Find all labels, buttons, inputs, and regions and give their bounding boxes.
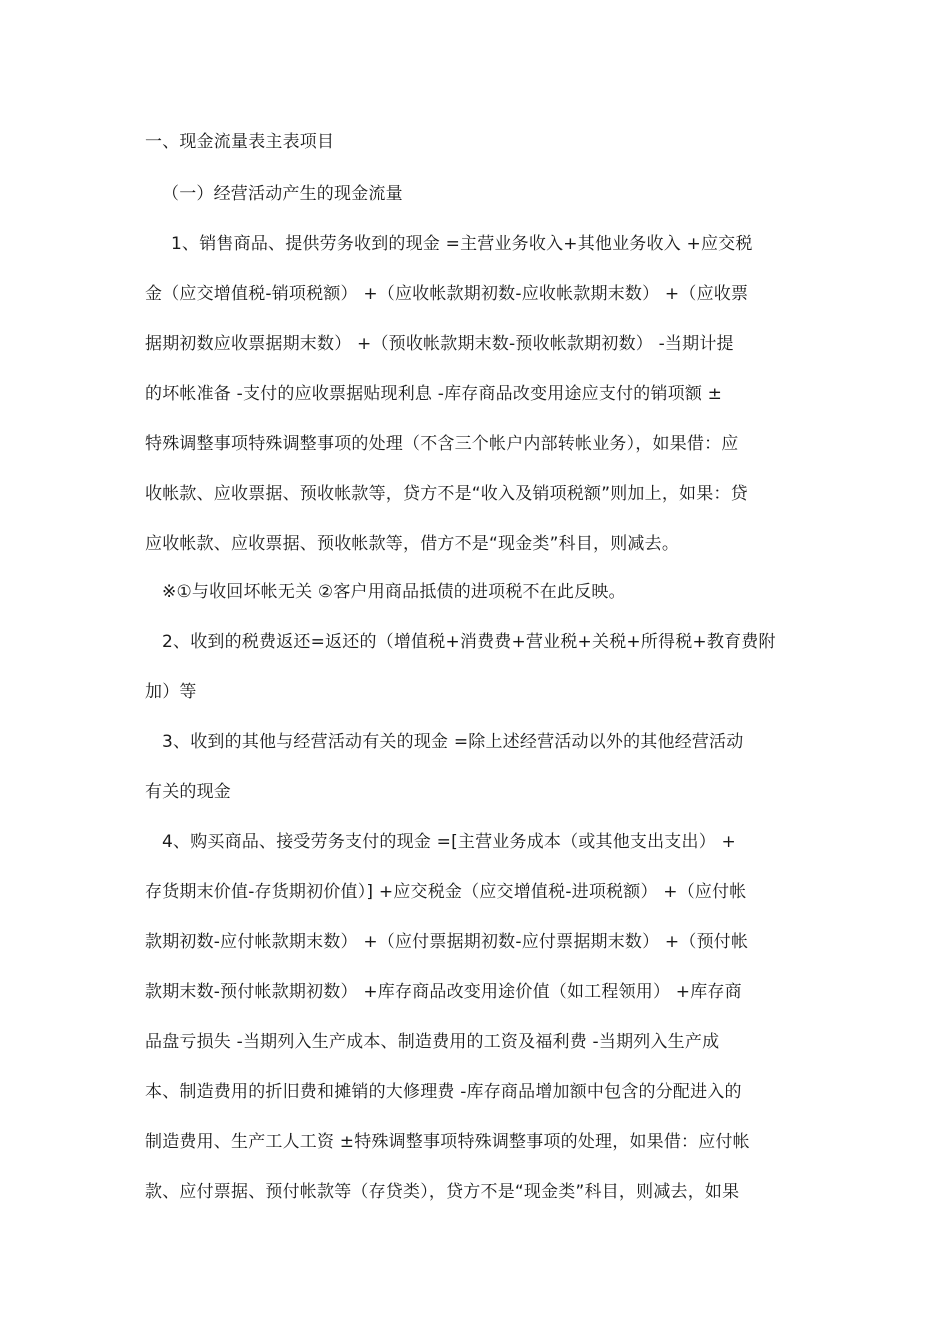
item1-line-6: 收帐款、应收票据、预收帐款等，贷方不是“收入及销项税额”则加上，如果：贷 (145, 484, 748, 504)
subsection-heading: （一）经营活动产生的现金流量 (162, 184, 403, 204)
item3-line-2: 有关的现金 (145, 782, 231, 802)
item4-line-3: 款期初数-应付帐款期末数） +（应付票据期初数-应付票据期末数） +（预付帐 (145, 932, 749, 952)
item2-line-2: 加）等 (145, 682, 197, 702)
item1-line-7: 应收帐款、应收票据、预收帐款等，借方不是“现金类”科目，则减去。 (145, 534, 680, 554)
item4-line-4: 款期末数-预付帐款期初数） +库存商品改变用途价值（如工程领用） +库存商 (145, 982, 742, 1002)
item4-line-6: 本、制造费用的折旧费和摊销的大修理费 -库存商品增加额中包含的分配进入的 (145, 1082, 742, 1102)
item1-line-1: 1、销售商品、提供劳务收到的现金 =主营业务收入+其他业务收入 +应交税 (171, 234, 753, 254)
item1-line-3: 据期初数应收票据期末数） +（预收帐款期末数-预收帐款期初数） -当期计提 (145, 334, 734, 354)
note-line: ※①与收回坏帐无关 ②客户用商品抵债的进项税不在此反映。 (162, 582, 626, 602)
item2-line-1: 2、收到的税费返还=返还的（增值税+消费费+营业税+关税+所得税+教育费附 (162, 632, 776, 652)
item1-line-5: 特殊调整事项特殊调整事项的处理（不含三个帐户内部转帐业务），如果借：应 (145, 434, 739, 454)
item1-line-4: 的坏帐准备 -支付的应收票据贴现利息 -库存商品改变用途应支付的销项额 ± (145, 384, 723, 404)
item3-line-1: 3、收到的其他与经营活动有关的现金 =除上述经营活动以外的其他经营活动 (162, 732, 744, 752)
item4-line-2: 存货期末价值-存货期初价值）] +应交税金（应交增值税-进项税额） +（应付帐 (145, 882, 747, 902)
item4-line-1: 4、购买商品、接受劳务支付的现金 =[主营业务成本（或其他支出支出） + (162, 832, 736, 852)
item1-line-2: 金（应交增值税-销项税额） +（应收帐款期初数-应收帐款期末数） +（应收票 (145, 284, 749, 304)
item4-line-7: 制造费用、生产工人工资 ±特殊调整事项特殊调整事项的处理，如果借：应付帐 (145, 1132, 750, 1152)
item4-line-8: 款、应付票据、预付帐款等（存贷类），贷方不是“现金类”科目，则减去，如果 (145, 1182, 740, 1202)
item4-line-5: 品盘亏损失 -当期列入生产成本、制造费用的工资及福利费 -当期列入生产成 (145, 1032, 720, 1052)
section-heading: 一、现金流量表主表项目 (145, 132, 335, 152)
